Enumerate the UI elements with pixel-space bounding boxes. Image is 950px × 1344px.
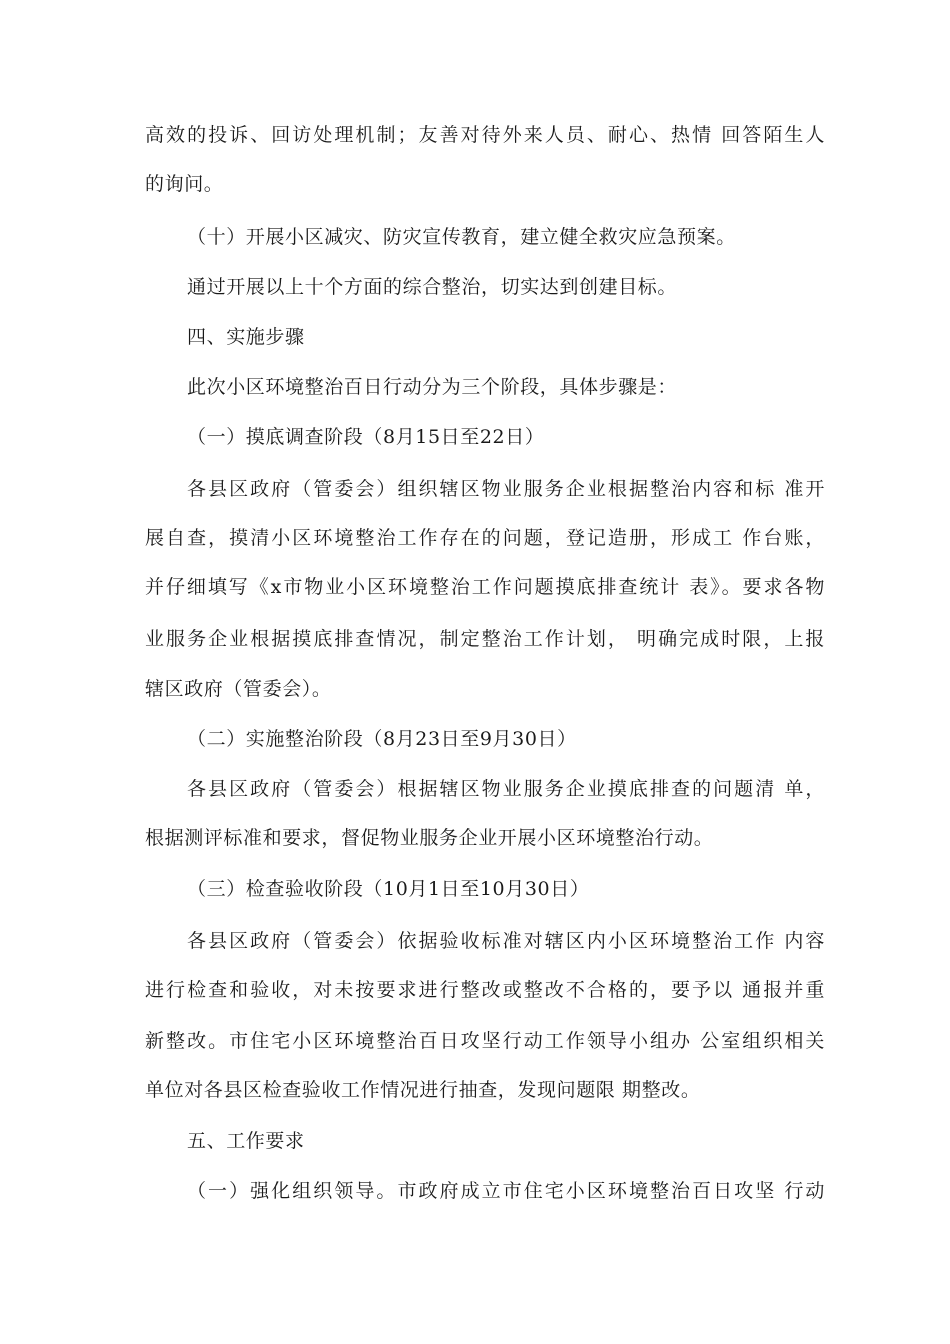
subsection-heading: （三）检查验收阶段（10月1日至10月30日） — [187, 878, 590, 900]
paragraph-line: 根据测评标准和要求，督促物业服务企业开展小区环境整治行动。 — [145, 827, 714, 849]
paragraph-line: 单位对各县区检查验收工作情况进行抽查，发现问题限 期整改。 — [145, 1079, 701, 1101]
subsection-heading: （一）摸底调查阶段（8月15日至22日） — [187, 426, 545, 448]
paragraph-line: 高效的投诉、回访处理机制；友善对待外来人员、耐心、热情 回答陌生人 — [145, 124, 825, 146]
paragraph-line: 通过开展以上十个方面的综合整治，切实达到创建目标。 — [187, 276, 678, 298]
paragraph-line: 的询问。 — [145, 173, 224, 195]
paragraph-line: 各县区政府（管委会）根据辖区物业服务企业摸底排查的问题清 单， — [187, 778, 825, 800]
section-heading: 五、工作要求 — [187, 1130, 305, 1152]
paragraph-line: 新整改。市住宅小区环境整治百日攻坚行动工作领导小组办 公室组织相关 — [145, 1030, 825, 1052]
paragraph-line: 展自查，摸清小区环境整治工作存在的问题，登记造册，形成工 作台账， — [145, 527, 825, 549]
section-heading: 四、实施步骤 — [187, 326, 305, 348]
paragraph-line: （十）开展小区减灾、防灾宣传教育，建立健全救灾应急预案。 — [187, 226, 736, 248]
subsection-heading: （二）实施整治阶段（8月23日至9月30日） — [187, 728, 577, 750]
paragraph-line: 此次小区环境整治百日行动分为三个阶段，具体步骤是： — [187, 376, 678, 398]
paragraph-line: 并仔细填写《x市物业小区环境整治工作问题摸底排查统计 表》。要求各物 — [145, 576, 825, 598]
paragraph-line: （一）强化组织领导。市政府成立市住宅小区环境整治百日攻坚 行动 — [187, 1180, 825, 1202]
paragraph-line: 进行检查和验收，对未按要求进行整改或整改不合格的，要予以 通报并重 — [145, 979, 825, 1001]
paragraph-line: 辖区政府（管委会）。 — [145, 678, 332, 700]
paragraph-line: 业服务企业根据摸底排查情况，制定整治工作计划， 明确完成时限，上报 — [145, 628, 825, 650]
paragraph-line: 各县区政府（管委会）依据验收标准对辖区内小区环境整治工作 内容 — [187, 930, 825, 952]
paragraph-line: 各县区政府（管委会）组织辖区物业服务企业根据整治内容和标 准开 — [187, 478, 825, 500]
